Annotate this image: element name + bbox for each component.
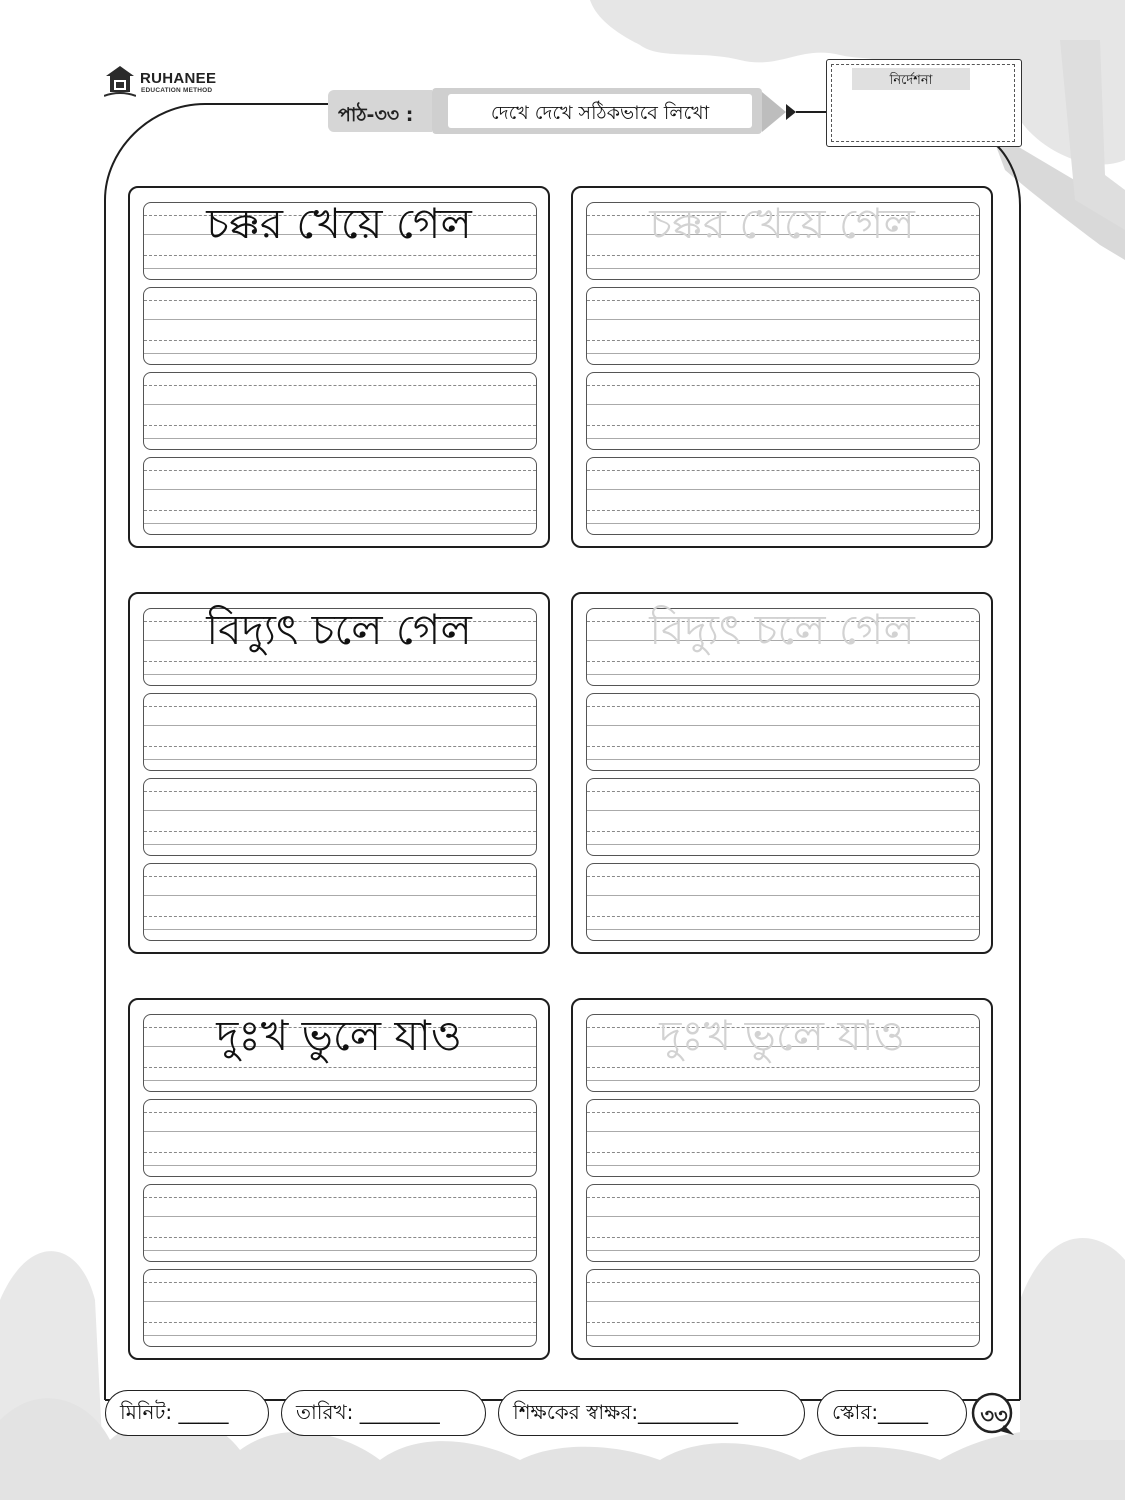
model-phrase: বিদ্যুৎ চলে গেল	[206, 605, 472, 654]
trace-phrase: বিদ্যুৎ চলে গেল	[649, 605, 915, 654]
page-number: ৩৩	[980, 1404, 1008, 1428]
ruhanee-logo	[104, 64, 234, 104]
writing-row[interactable]	[143, 1184, 537, 1262]
writing-row[interactable]	[586, 1099, 980, 1177]
logo-title: RUHANEE	[140, 70, 217, 87]
writing-row[interactable]	[143, 778, 537, 856]
writing-row[interactable]	[143, 287, 537, 365]
lesson-number: পাঠ-৩৩ :	[338, 104, 414, 126]
writing-row[interactable]	[143, 693, 537, 771]
practice-card	[128, 186, 550, 548]
practice-card	[571, 186, 993, 548]
writing-row[interactable]	[143, 863, 537, 941]
writing-row[interactable]	[143, 1099, 537, 1177]
trace-phrase: চক্কর খেয়ে গেল	[649, 199, 915, 248]
logo-emblem-icon	[104, 64, 136, 100]
model-phrase: দুঃখ ভুলে যাও	[216, 1011, 462, 1060]
writing-row[interactable]	[143, 457, 537, 535]
bush-shape-right	[1020, 1238, 1125, 1440]
pencil-tip-shape	[762, 92, 786, 132]
score-field[interactable]: স্কোর:_____	[817, 1390, 967, 1436]
writing-row[interactable]	[143, 372, 537, 450]
lesson-title: দেখে দেখে সঠিকভাবে লিখো	[490, 102, 710, 124]
writing-row[interactable]	[143, 1269, 537, 1347]
writing-row[interactable]	[586, 457, 980, 535]
instruction-label: নির্দেশনা	[889, 73, 933, 88]
model-phrase: চক্কর খেয়ে গেল	[206, 199, 472, 248]
trace-phrase: দুঃখ ভুলে যাও	[659, 1011, 905, 1060]
practice-card	[128, 592, 550, 954]
date-field[interactable]: তারিখ: ________	[281, 1390, 486, 1436]
logo-tagline: EDUCATION METHOD	[141, 87, 213, 94]
writing-row[interactable]	[586, 372, 980, 450]
writing-row[interactable]	[586, 1269, 980, 1347]
minutes-field[interactable]: মিনিট: _____	[105, 1390, 269, 1436]
practice-card	[571, 998, 993, 1360]
writing-row[interactable]	[586, 1184, 980, 1262]
writing-row[interactable]	[586, 778, 980, 856]
writing-row[interactable]	[586, 287, 980, 365]
teacher-signature-field[interactable]: শিক্ষকের স্বাক্ষর:__________	[498, 1390, 805, 1436]
practice-card	[128, 998, 550, 1360]
writing-row[interactable]	[586, 863, 980, 941]
writing-row[interactable]	[586, 693, 980, 771]
practice-card	[571, 592, 993, 954]
pencil-point-shape	[786, 104, 796, 120]
